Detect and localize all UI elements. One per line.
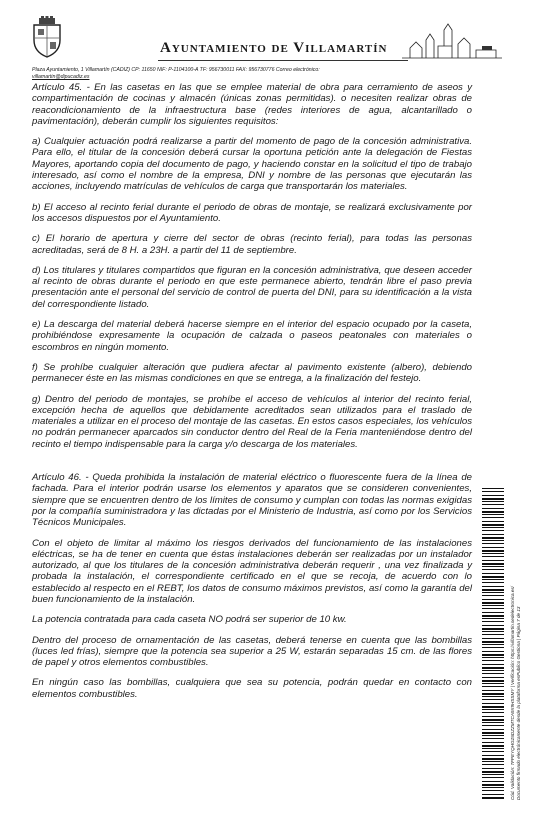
clause-e: e) La descarga del material deberá hacerse siempre en el interior del espacio ocupado por la caseta, prohibiéndose expresamente la ocupación de calzada o paseos peatonales con materiales o escombros en ningún momento. (32, 319, 472, 353)
coat-of-arms-icon (30, 16, 64, 58)
validation-code-line: Cód. Validación: 7FPEYQHGZ6DZZMTCA9X9HSSMY | Verificación: https://villamartin.sedelectronica.es/ (510, 586, 515, 800)
article-46-intro: Artículo 46. - Queda prohibida la instalación de material eléctrico o fluorescente fuera de la línea de fachada. Para el interior podrán usarse los elementos y aparatos que se consideren convenientes, siempre que se encuentren dentro de los límites de consumo y cumplan con todas las normas exigidas por la compañía suministradora y las dictadas por el Ministerio de Industria, así como por los Servicios Técnicos Municipales. (32, 472, 472, 529)
clause-g: g) Dentro del periodo de montajes, se prohíbe el acceso de vehículos al interior del recinto ferial, excepción hecha de aquellos que debidamente acreditados sean utilizados para el traslado de materiales a utilizar en el proceso del montaje de las casetas. En estos casos especiales, los vehículos no podrán permanecer aparcados sin conductor dentro del Real de la Feria manteniéndose dentro del recinto el tiempo indispensable para la carga y/o descarga de los materiales. (32, 393, 472, 450)
address-block (32, 67, 502, 81)
article-45-intro: Artículo 45. - En las casetas en las que se emplee material de obra para cerramiento de aseos y compartimentación de cocinas y almacén (únicas zonas permitidas). o necesiten realizar obras de reacondicionamiento de la infraestructura base (redes interiores de agua, alcantarillado o pavimentación), deberán cumplir los siguientes requisitos: (32, 82, 472, 127)
clause-b: b) El acceso al recinto ferial durante el periodo de obras de montaje, se realizará exclusivamente por los accesos dispuestos por el Ayuntamiento. (32, 201, 472, 224)
validation-side-text (510, 490, 521, 800)
electrical-installation-paragraph: Con el objeto de limitar al máximo los riesgos derivados del funcionamiento de las instalaciones eléctricas, se ha de tener en cuenta que éstas instalaciones deberán ser realizadas por un instalador autorizado, al que los titulares de la concesión administrativa deberán requerir , una vez finalizada y probada la instalación, el correspondiente certificado en el que se recoja, de acuerdo con lo establecido al respecto en el REBT, los datos de consumo máximos previstos, así como la garantía del buen funcionamiento de la instalación. (32, 537, 472, 605)
email-link[interactable]: villamartin@dipucadiz.es (32, 74, 90, 80)
clause-d: d) Los titulares y titulares compartidos que figuran en la concesión administrativa, que deseen acceder al recinto de obras durante el periodo en que este permanece abierto, tendrán libre el paso previa presentación ante el personal del servicio de control de puerta del DNI, para su identificación a la vista del correspondiente listado. (32, 264, 472, 310)
power-limit-paragraph: La potencia contratada para cada caseta NO podrá ser superior de 10 kw. (32, 614, 347, 626)
address-line: Plaza Ayuntamiento, 1 Villamartín (CADIZ) CP: 11650 NIF: P-1104100-A TF: 956730011 FAX: 956730776 Correo electrónico: (32, 67, 320, 73)
signature-platform-line: Documento firmado electrónicamente desde la plataforma esPublico Gestiona | Página 7 de 13 (515, 606, 521, 800)
header-divider (158, 60, 408, 61)
bulb-contact-paragraph: En ningún caso las bombillas, cualquiera que sea su potencia, podrán quedar en contacto con elementos combustibles. (32, 677, 472, 700)
org-title: Ayuntamiento de Villamartín (160, 40, 388, 56)
bulb-distance-paragraph: Dentro del proceso de ornamentación de las casetas, deberá tenerse en cuenta que las bombillas (luces led frías), siempre que la potencia sea superior a 25 W, estarán separadas 15 cm. de las flores de papel y otros elementos combustibles. (32, 634, 472, 669)
clause-c: c) El horario de apertura y cierre del sector de obras (recinto ferial), para todas las personas acreditadas, será de 8 H. a 23H. a partir del 11 de septiembre. (32, 233, 472, 256)
validation-barcode (482, 488, 504, 800)
clause-f: f) Se prohíbe cualquier alteración que pudiera afectar al pavimento existente (albero), debiendo permanecer éste en las mismas condiciones en que se entrega, a la finalización del festejo. (32, 361, 472, 385)
clause-a: a) Cualquier actuación podrá realizarse a partir del momento de pago de la concesión administrativa. Para ello, el titular de la concesión deberá cursar la oportuna petición ante la delegación de Fiestas Mayores, aportando copia del documento de pago, y haciendo constar en la solicitud el tipo de trabajo interesado, así como el nombre de la empresa, DNI y nombre de las personas que ejecutarán las acciones, incluyendo matrículas de vehículos de carga que transportarán los materiales. (32, 136, 472, 193)
town-skyline-icon (402, 20, 502, 60)
document-body (32, 82, 472, 709)
